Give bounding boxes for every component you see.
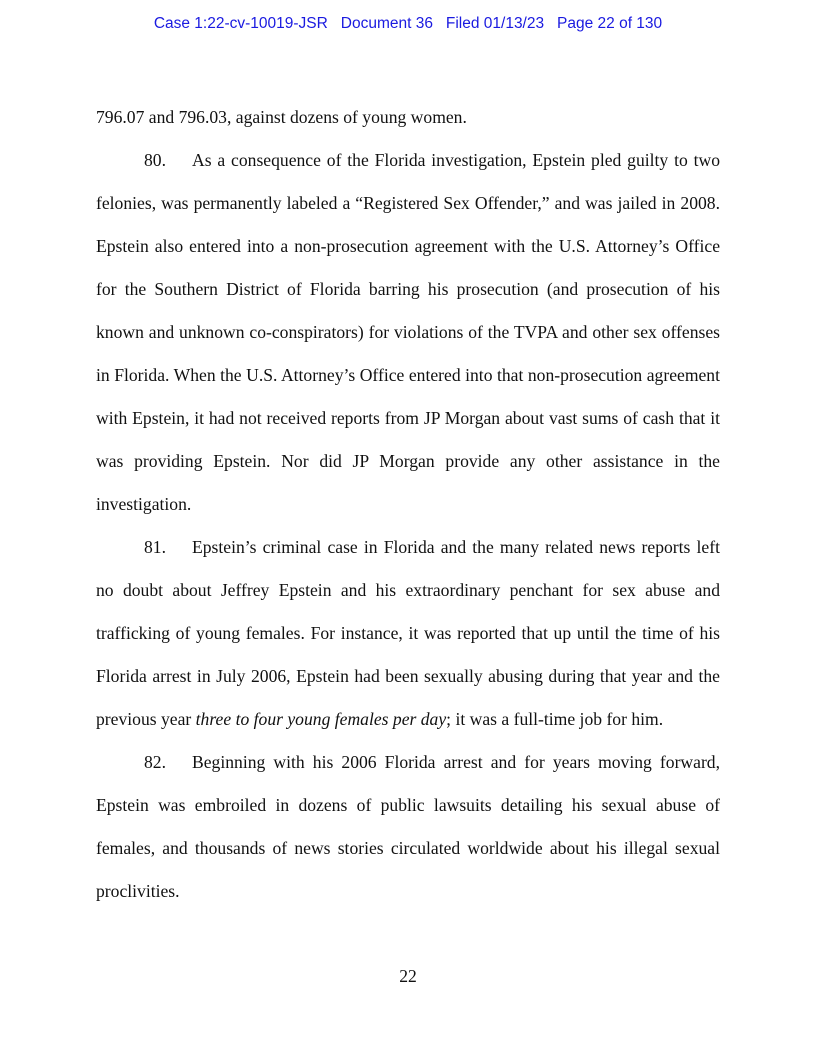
paragraph-82 xyxy=(96,741,720,913)
paragraph-text-end: ; it was a full-time job for him. xyxy=(446,709,664,729)
continuation-paragraph: 796.07 and 796.03, against dozens of young women. xyxy=(96,107,467,127)
paragraph-text: Epstein’s criminal case in Florida and the many related news reports left no doubt about Jeffrey Epstein and his extraordinary penchant for sex abuse and trafficking of young females. For instance, it was reported that up until the time of his Florida arrest in July 2006, Epstein had been sexually abusing during that year and the previous year xyxy=(96,537,720,729)
case-header: Case 1:22-cv-10019-JSR Document 36 Filed 01/13/23 Page 22 of 130 xyxy=(153,15,663,32)
paragraph-number: 82. xyxy=(144,752,166,772)
paragraph-text: As a consequence of the Florida investigation, Epstein pled guilty to two felonies, was permanently labeled a “Registered Sex Offender,” and was jailed in 2008. Epstein also entered into a non-prosecution agreement with the U.S. Attorney’s Office for the Southern District of Florida barring his prosecution (and prosecution of his known and unknown co-conspirators) for violations of the TVPA and other sex offenses in Florida. When the U.S. Attorney’s Office entered into that non-prosecution agreement with Epstein, it had not received reports from JP Morgan about vast sums of cash that it was providing Epstein. Nor did JP Morgan provide any other assistance in the investigation. xyxy=(96,150,720,514)
paragraph-81 xyxy=(96,526,720,741)
paragraph-text: Beginning with his 2006 Florida arrest and for years moving forward, Epstein was embroiled in dozens of public lawsuits detailing his sexual abuse of females, and thousands of news stories circulated worldwide about his illegal sexual proclivities. xyxy=(96,752,720,901)
paragraph-80 xyxy=(96,139,720,526)
page-number: 22 xyxy=(399,966,417,986)
document-body xyxy=(96,96,720,913)
emphasized-text: three to four young females per day xyxy=(195,709,447,729)
paragraph-number: 80. xyxy=(144,150,166,170)
paragraph-number: 81. xyxy=(144,537,166,557)
